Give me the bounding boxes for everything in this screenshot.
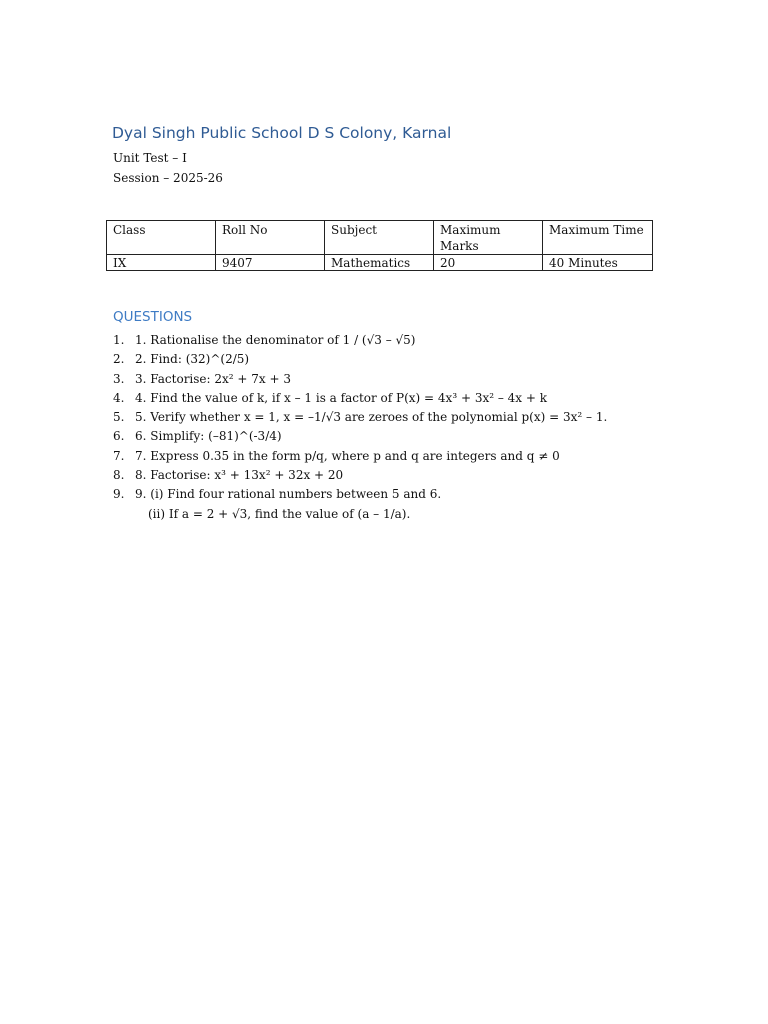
table-values-row [107, 255, 653, 271]
question-number: 7. [113, 448, 125, 463]
question-text: 3. Factorise: 2x² + 7x + 3 [135, 371, 292, 386]
session-label: Session – 2025-26 [113, 171, 223, 185]
question-item [113, 389, 607, 408]
question-text: 8. Factorise: x³ + 13x² + 32x + 20 [135, 468, 344, 483]
question-number: 3. [113, 371, 125, 386]
question-item [113, 350, 607, 369]
question-text: 9. (i) Find four rational numbers between 5 and 6. [135, 487, 442, 502]
question-text: 6. Simplify: (–81)^(-3/4) [135, 429, 282, 444]
question-text: 1. Rationalise the denominator of 1 / (√3 – √5) [135, 333, 416, 347]
question-item [113, 447, 607, 466]
header-maximum-marks: Maximum Marks [434, 221, 543, 255]
exam-info-table [106, 220, 653, 271]
value-maximum-marks: 20 [434, 255, 543, 271]
unit-test-label: Unit Test – I [113, 151, 187, 165]
questions-heading: QUESTIONS [113, 309, 193, 325]
table-header-row [107, 221, 653, 255]
header-maximum-time: Maximum Time [543, 221, 653, 255]
question-item [113, 485, 607, 504]
value-roll-no: 9407 [216, 255, 325, 271]
school-title: Dyal Singh Public School D S Colony, Karnal [112, 124, 452, 142]
question-text: 2. Find: (32)^(2/5) [135, 352, 250, 367]
question-item [113, 427, 607, 446]
question-text: 4. Find the value of k, if x – 1 is a factor of P(x) = 4x³ + 3x² – 4x + k [135, 390, 548, 405]
value-subject: Mathematics [325, 255, 434, 271]
question-number: 4. [113, 390, 125, 405]
question-text: 5. Verify whether x = 1, x = –1/√3 are zeroes of the polynomial p(x) = 3x² – 1. [135, 410, 608, 425]
value-class: IX [107, 255, 216, 271]
question-item [113, 331, 607, 350]
question-number: 9. [113, 487, 125, 502]
questions-list [113, 331, 607, 505]
question-item [113, 408, 607, 427]
question-number: 1. [113, 333, 125, 347]
question-9-part-ii: (ii) If a = 2 + √3, find the value of (a – 1/a). [148, 507, 411, 521]
question-number: 8. [113, 468, 125, 483]
question-text: 7. Express 0.35 in the form p/q, where p and q are integers and q ≠ 0 [135, 448, 560, 463]
header-roll-no: Roll No [216, 221, 325, 255]
question-number: 6. [113, 429, 125, 444]
value-maximum-time: 40 Minutes [543, 255, 653, 271]
header-subject: Subject [325, 221, 434, 255]
header-class: Class [107, 221, 216, 255]
question-item [113, 466, 607, 485]
question-number: 5. [113, 410, 125, 425]
question-number: 2. [113, 352, 125, 367]
question-item [113, 370, 607, 389]
